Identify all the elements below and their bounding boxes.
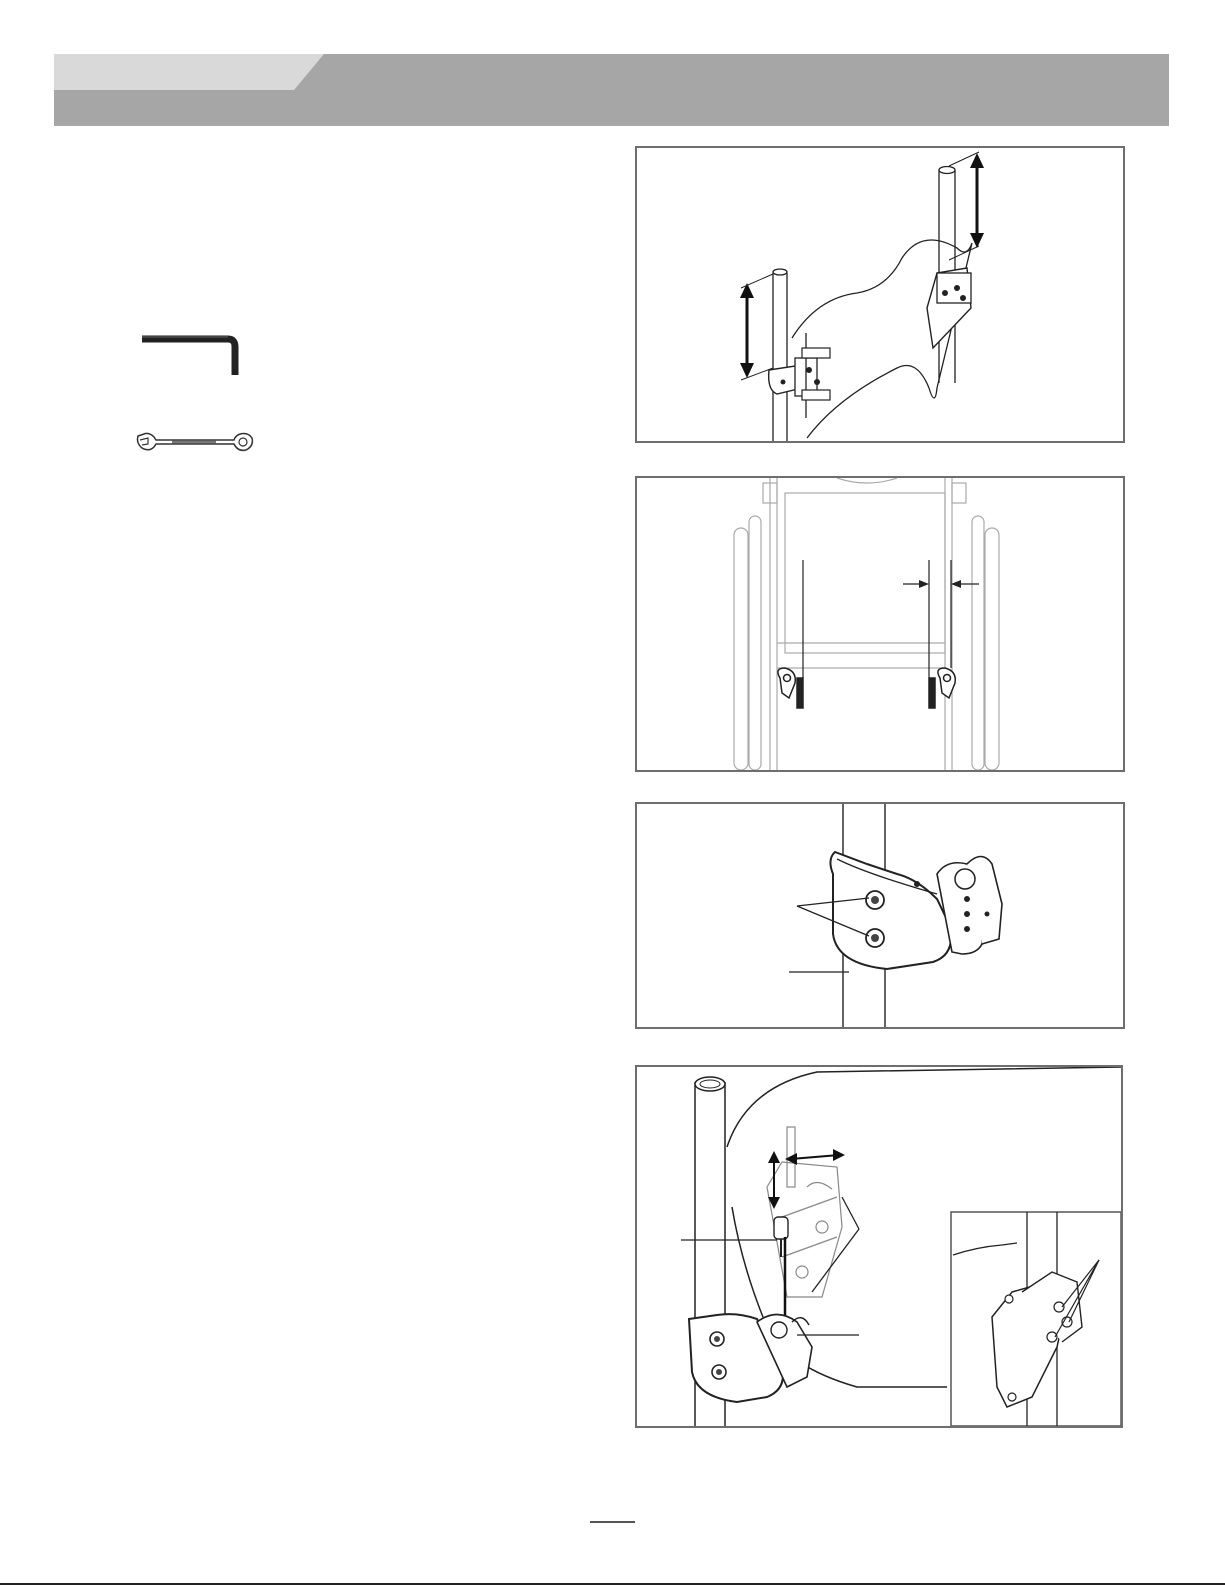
section-header-tab (54, 54, 324, 90)
combination-wrench-icon (134, 428, 256, 458)
figure-receiver-pin-installation (635, 1065, 1123, 1428)
figure-back-height-adjustment (635, 146, 1125, 443)
hex-key-icon (140, 333, 240, 379)
page-number-rule (590, 1521, 635, 1523)
figure-clamp-bolts-detail (635, 802, 1125, 1029)
figure-rear-view-clamp-width (635, 476, 1125, 772)
